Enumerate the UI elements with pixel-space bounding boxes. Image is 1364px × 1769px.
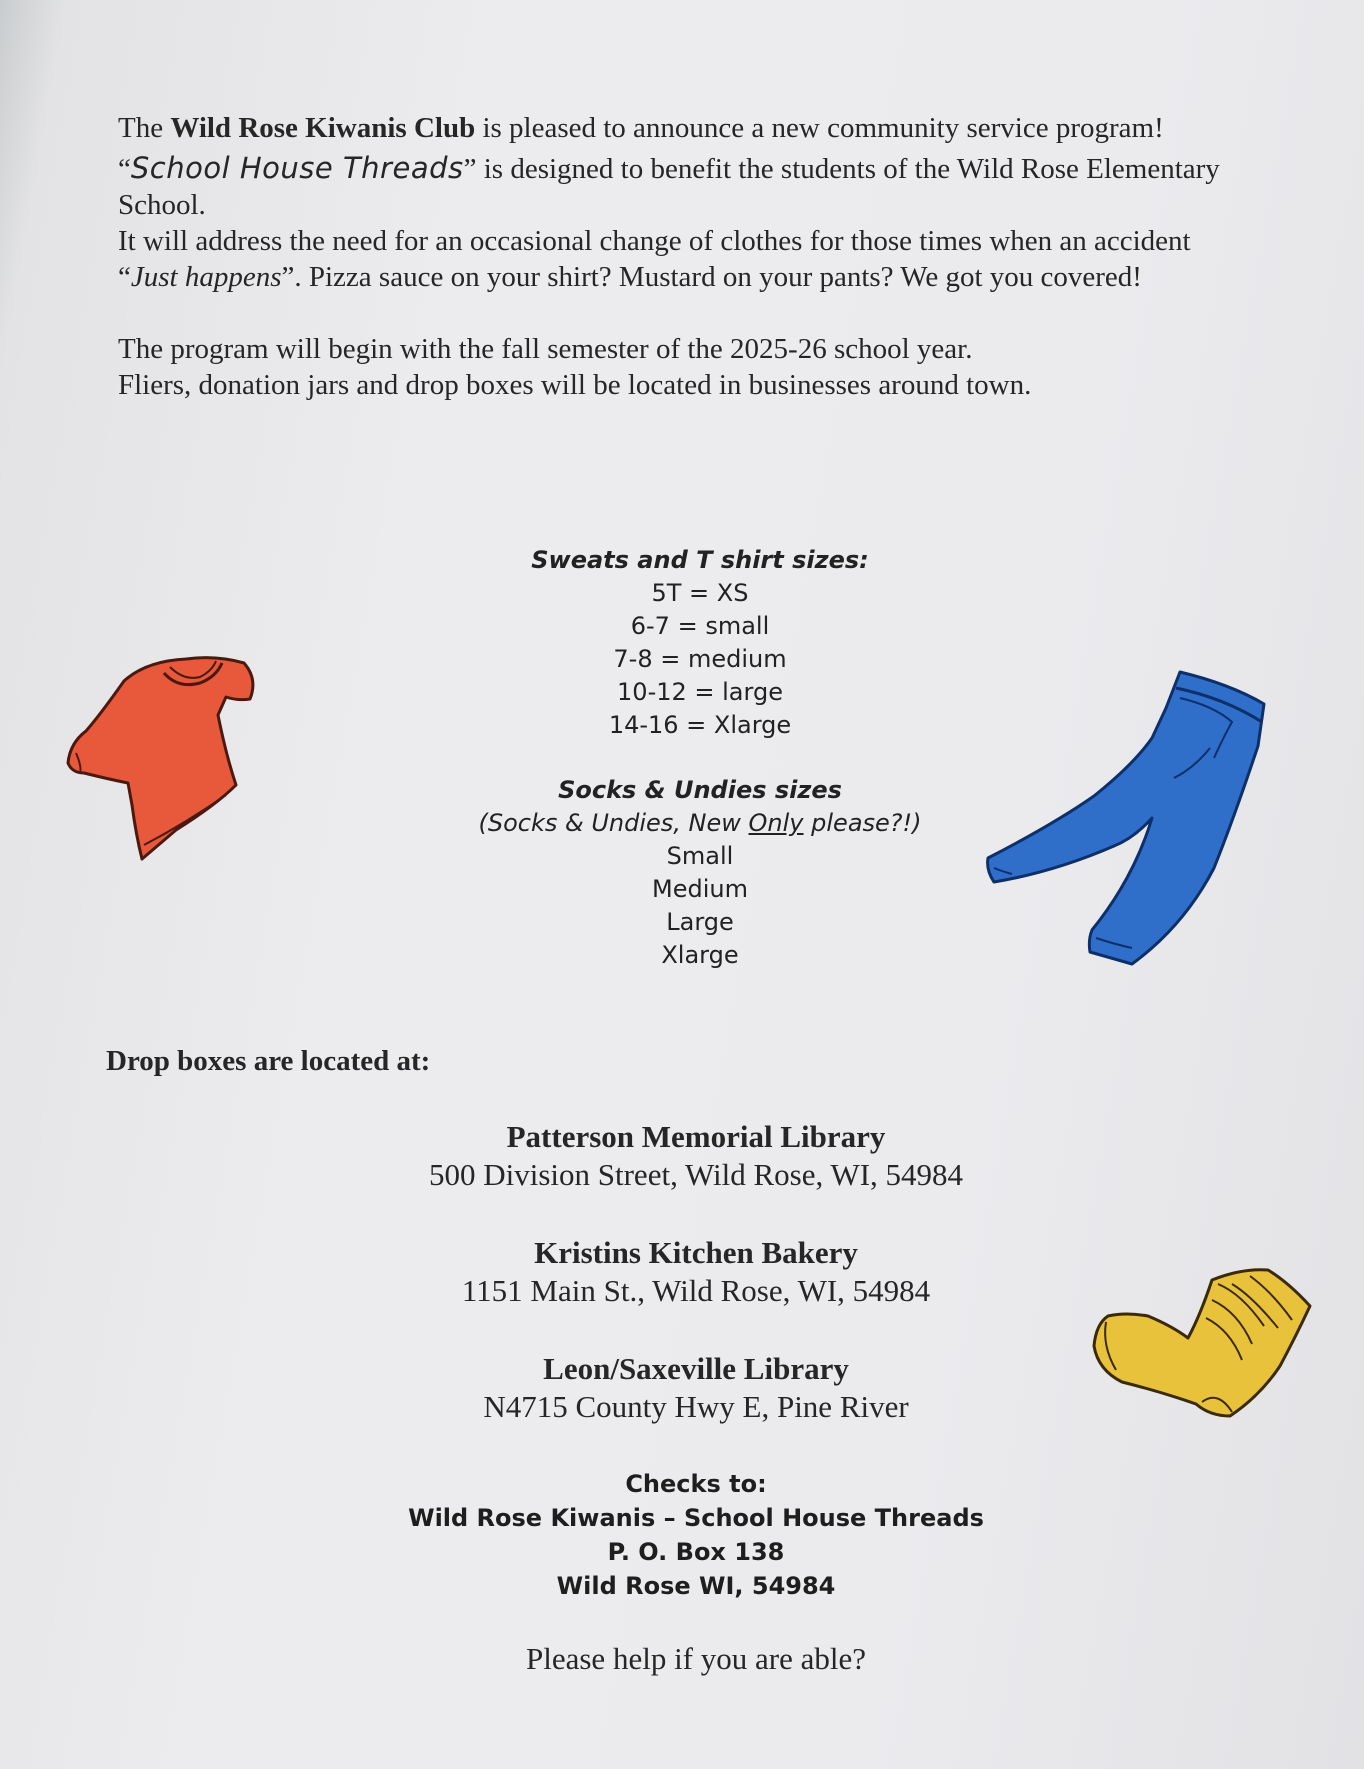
- socks-sizes: [440, 774, 960, 972]
- closing-plea: Please help if you are able?: [526, 1641, 866, 1676]
- socks-heading: Socks & Undies sizes: [558, 776, 842, 804]
- size-item: 14-16 = Xlarge: [608, 711, 792, 739]
- sock-icon: [1092, 1266, 1312, 1418]
- jeans-icon: [984, 668, 1268, 966]
- drop-boxes-heading: Drop boxes are located at:: [106, 1045, 431, 1077]
- size-item: 10-12 = large: [617, 678, 783, 706]
- location-name: Leon/Saxeville Library: [543, 1351, 849, 1386]
- program-name: School House Threads: [130, 151, 464, 185]
- location-address: N4715 County Hwy E, Pine River: [483, 1389, 909, 1424]
- checks-po-box: P. O. Box 138: [607, 1538, 785, 1566]
- location-3: [296, 1350, 1096, 1426]
- checks-city: Wild Rose WI, 54984: [556, 1572, 836, 1600]
- size-item: 7-8 = medium: [613, 645, 787, 673]
- checks-info: [296, 1467, 1096, 1603]
- size-item: 5T = XS: [651, 579, 749, 607]
- location-1: [296, 1118, 1096, 1194]
- size-item: Large: [666, 908, 734, 936]
- intro-paragraph-1: The Wild Rose Kiwanis Club is pleased to announce a new community service program!: [118, 112, 1164, 144]
- size-item: Xlarge: [661, 941, 739, 969]
- location-address: 500 Division Street, Wild Rose, WI, 54984: [428, 1157, 964, 1192]
- size-item: Small: [666, 842, 734, 870]
- size-item: 6-7 = small: [630, 612, 770, 640]
- sweats-sizes: [440, 544, 960, 742]
- checks-heading: Checks to:: [625, 1470, 767, 1498]
- t-shirt-icon: [66, 655, 262, 861]
- socks-note: (Socks & Undies, New Only please?!): [478, 809, 922, 837]
- intro-paragraph-2: “School House Threads” is designed to benefit the students of the Wild Rose Elementary School.: [118, 151, 1220, 221]
- intro-paragraph-3: It will address the need for an occasional change of clothes for those times when an accident “Just happens”. Pizza sauce on your shirt? Mustard on your pants? We got you covered!: [118, 225, 1191, 293]
- location-name: Kristins Kitchen Bakery: [534, 1235, 858, 1270]
- location-address: 1151 Main St., Wild Rose, WI, 54984: [461, 1273, 931, 1308]
- location-2: [296, 1234, 1096, 1310]
- intro-paragraph-5: Fliers, donation jars and drop boxes will be located in businesses around town.: [118, 369, 1032, 401]
- sweats-heading: Sweats and T shirt sizes:: [531, 546, 869, 574]
- club-name: Wild Rose Kiwanis Club: [170, 112, 476, 144]
- size-item: Medium: [652, 875, 748, 903]
- intro-text: [118, 110, 1238, 403]
- checks-payee: Wild Rose Kiwanis – School House Threads: [408, 1504, 984, 1532]
- drop-box-locations: [296, 1118, 1096, 1466]
- intro-paragraph-4: The program will begin with the fall semester of the 2025-26 school year.: [118, 333, 973, 365]
- location-name: Patterson Memorial Library: [506, 1119, 886, 1154]
